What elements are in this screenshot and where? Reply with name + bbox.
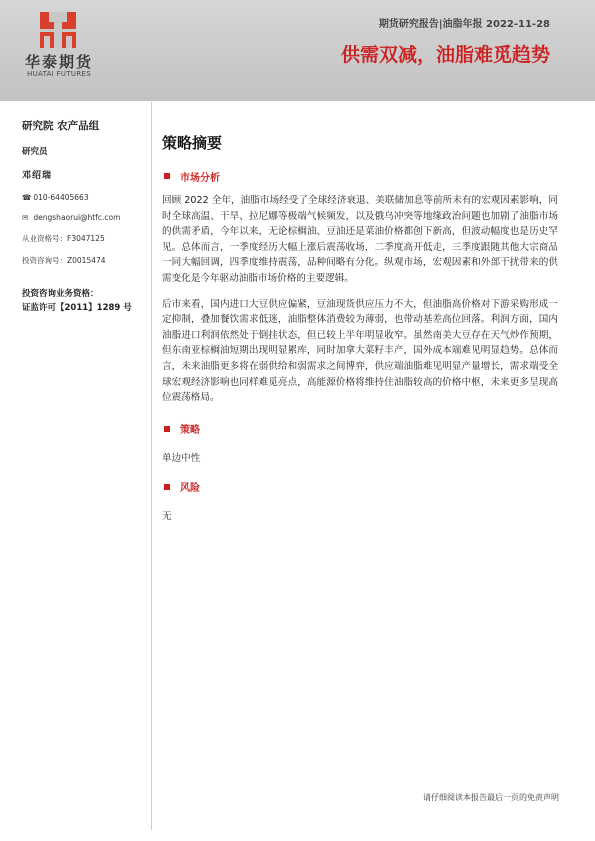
report-meta: 期货研究报告|油脂年报 2022-11-28 bbox=[378, 19, 550, 30]
license-consulting: 投资咨询号：Z0015474 bbox=[22, 256, 106, 265]
section-heading bbox=[162, 480, 558, 494]
analyst-sidebar bbox=[22, 118, 147, 315]
logo-english-name: HUATAI FUTURES bbox=[27, 70, 91, 78]
huatai-logo-mark-icon bbox=[40, 12, 76, 48]
summary-title: 策略摘要 bbox=[162, 134, 223, 152]
square-bullet-icon bbox=[164, 426, 170, 432]
logo-chinese-name: 华泰期货 bbox=[24, 53, 93, 71]
phone-number: 010-64405663 bbox=[33, 193, 89, 202]
square-bullet-icon bbox=[164, 484, 170, 490]
section-heading-label: 市场分析 bbox=[180, 172, 220, 184]
consulting-qualification bbox=[22, 287, 147, 315]
consulting-label: 投资咨询业务资格： bbox=[22, 289, 99, 299]
disclaimer-note: 请仔细阅读本报告最后一页的免责声明 bbox=[423, 793, 559, 802]
section-heading-label: 策略 bbox=[180, 425, 200, 437]
consulting-license: 证监许可【2011】1289 号 bbox=[22, 303, 132, 313]
section-heading bbox=[162, 169, 558, 183]
strategy-text: 单边中性 bbox=[162, 452, 201, 464]
report-header bbox=[0, 0, 595, 101]
analyst-role: 研究员 bbox=[22, 147, 48, 157]
department: 研究院 农产品组 bbox=[22, 120, 100, 132]
section-strategy bbox=[162, 422, 558, 464]
section-heading bbox=[162, 422, 558, 436]
paragraph: 后市来看，国内进口大豆供应偏紧，豆油现货供应压力不大，但油脂高价格对下游采购形成一定抑制，叠加餐饮需求低迷，油脂整体消费较为薄弱，也带动基差高位回落。利润方面，国内油脂进口利润依然处于倒挂状态，但已较上半年明显收窄。虽然南美大豆存在天气炒作预期，但东南亚棕榈油短期出现明显累库，同时加拿大菜籽丰产，国外成本端难见明显趋势。总体而言，未来油脂更多将在弱供给和弱需求之间博弈，供应端油脂难见明显产量增长，需求端受全球宏观经济影响也同样难觅亮点，高能源价格将维持住油脂较高的价格中枢，未来更多呈现高位震荡格局。 bbox=[162, 298, 558, 404]
section-market-analysis bbox=[162, 169, 558, 406]
phone-icon: ☎ bbox=[22, 193, 32, 202]
email-icon: ✉ bbox=[22, 213, 29, 222]
license-qualification: 从业资格号：F3047125 bbox=[22, 234, 105, 243]
phone-row bbox=[22, 193, 147, 202]
square-bullet-icon bbox=[164, 173, 170, 179]
column-divider bbox=[151, 102, 152, 830]
risk-text: 无 bbox=[162, 510, 172, 522]
email-row bbox=[22, 213, 147, 222]
analyst-name: 邓绍瑞 bbox=[22, 171, 53, 181]
report-title: 供需双减，油脂难觅趋势 bbox=[340, 44, 550, 66]
company-logo bbox=[20, 12, 98, 82]
section-risk bbox=[162, 480, 558, 522]
section-heading-label: 风险 bbox=[180, 483, 200, 495]
paragraph: 回顾 2022 全年，油脂市场经受了全球经济衰退、美联储加息等前所未有的宏观因素影响，同时全球高温、干旱、拉尼娜等极端气候频发，以及俄乌冲突等地缘政治问题也加剧了油脂市场的供需矛盾，今年以来，无论棕榈油、豆油还是菜油价格都创下新高，但波动幅度也是历史罕见。总体而言，一季度经历大幅上涨后震荡收场，二季度高开低走，三季度跟随其他大宗商品一同大幅回调，四季度维持震荡，品种间略有分化。纵观市场，宏观因素和外部干扰带来的供需变化是今年驱动油脂市场价格的主要逻辑。 bbox=[162, 195, 558, 284]
email-address[interactable]: dengshaorui@htfc.com bbox=[33, 213, 121, 222]
main-content bbox=[162, 132, 558, 522]
